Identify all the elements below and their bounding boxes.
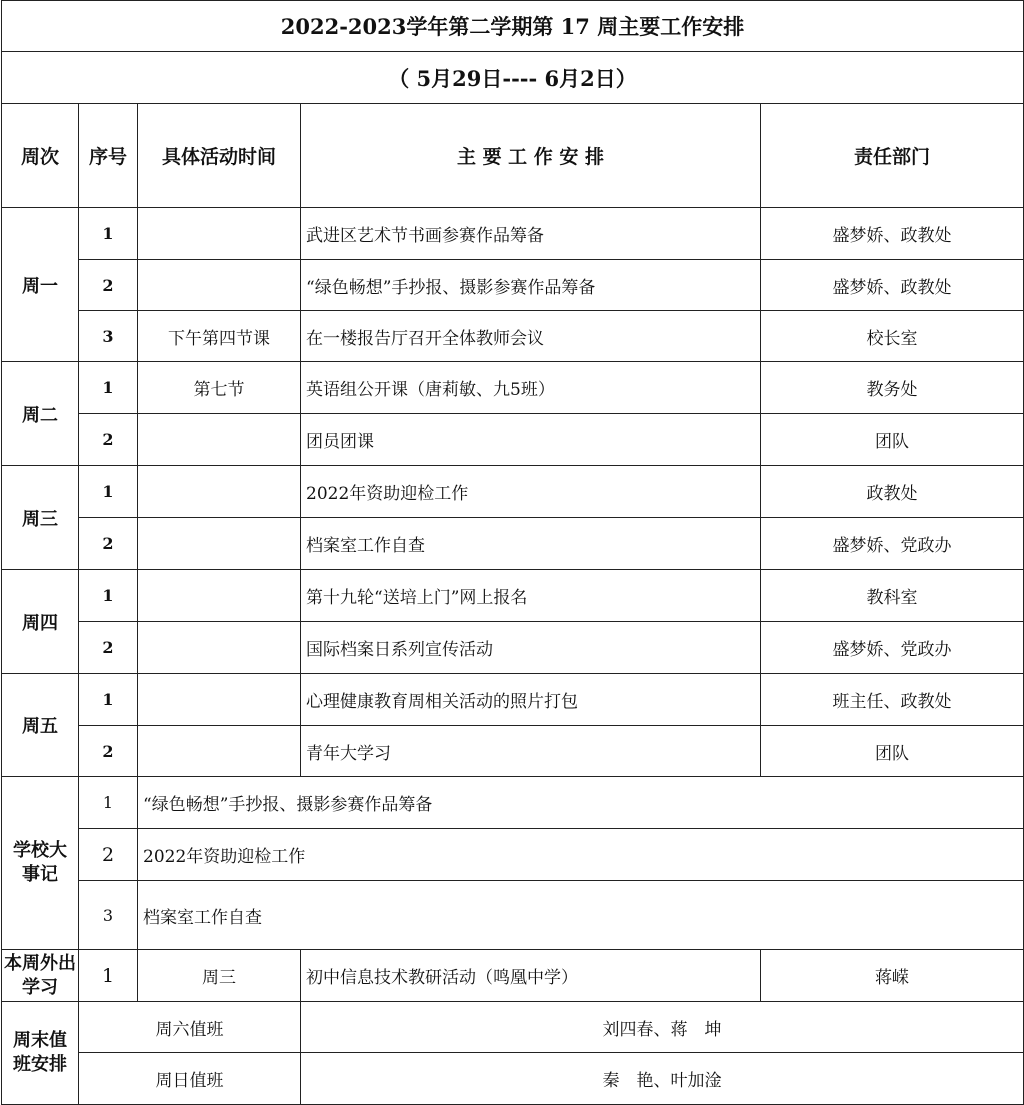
table-row xyxy=(2,674,1024,726)
row-seq: 2 xyxy=(79,414,138,466)
row-time: 第七节 xyxy=(138,362,301,414)
duty-people: 刘四春、蒋 坤 xyxy=(301,1002,1024,1053)
row-time xyxy=(138,414,301,466)
table-row xyxy=(2,622,1024,674)
day-monday: 周一 xyxy=(2,208,79,362)
event-row xyxy=(2,881,1024,950)
day-thursday: 周四 xyxy=(2,570,79,674)
duty-day: 周六值班 xyxy=(79,1002,301,1053)
table-row xyxy=(2,414,1024,466)
duty-row xyxy=(2,1002,1024,1053)
row-dept: 班主任、政教处 xyxy=(761,674,1024,726)
study-work: 初中信息技术教研活动（鸣凰中学） xyxy=(301,950,761,1002)
row-dept: 政教处 xyxy=(761,466,1024,518)
event-seq: 1 xyxy=(79,777,138,829)
day-wednesday: 周三 xyxy=(2,466,79,570)
row-seq: 2 xyxy=(79,726,138,777)
duty-row xyxy=(2,1053,1024,1105)
row-work: 档案室工作自查 xyxy=(301,518,761,570)
row-work: 青年大学习 xyxy=(301,726,761,777)
duty-day: 周日值班 xyxy=(79,1053,301,1105)
row-dept: 盛梦娇、党政办 xyxy=(761,518,1024,570)
header-dept: 责任部门 xyxy=(761,104,1024,208)
row-time xyxy=(138,570,301,622)
row-time xyxy=(138,726,301,777)
row-dept: 团队 xyxy=(761,726,1024,777)
table-row xyxy=(2,726,1024,777)
event-text: 档案室工作自查 xyxy=(138,881,1024,950)
row-seq: 1 xyxy=(79,466,138,518)
table-row xyxy=(2,311,1024,362)
study-row xyxy=(2,950,1024,1002)
row-work: “绿色畅想”手抄报、摄影参赛作品筹备 xyxy=(301,260,761,311)
row-time xyxy=(138,260,301,311)
event-row xyxy=(2,777,1024,829)
table-row xyxy=(2,362,1024,414)
row-time xyxy=(138,622,301,674)
row-seq: 1 xyxy=(79,208,138,260)
row-work: 心理健康教育周相关活动的照片打包 xyxy=(301,674,761,726)
table-row xyxy=(2,466,1024,518)
date-range: （ 5月29日---- 6月2日） xyxy=(2,52,1024,104)
row-work: 团员团课 xyxy=(301,414,761,466)
header-work: 主 要 工 作 安 排 xyxy=(301,104,761,208)
row-dept: 教务处 xyxy=(761,362,1024,414)
row-work: 在一楼报告厅召开全体教师会议 xyxy=(301,311,761,362)
table-row xyxy=(2,518,1024,570)
row-dept: 校长室 xyxy=(761,311,1024,362)
row-work: 英语组公开课（唐莉敏、九5班） xyxy=(301,362,761,414)
event-seq: 2 xyxy=(79,829,138,881)
header-week: 周次 xyxy=(2,104,79,208)
row-work: 2022年资助迎检工作 xyxy=(301,466,761,518)
study-seq: 1 xyxy=(79,950,138,1002)
row-dept: 盛梦娇、政教处 xyxy=(761,260,1024,311)
row-dept: 团队 xyxy=(761,414,1024,466)
event-row xyxy=(2,829,1024,881)
row-seq: 3 xyxy=(79,311,138,362)
event-text: “绿色畅想”手抄报、摄影参赛作品筹备 xyxy=(138,777,1024,829)
row-dept: 教科室 xyxy=(761,570,1024,622)
study-person: 蒋嵘 xyxy=(761,950,1024,1002)
day-friday: 周五 xyxy=(2,674,79,777)
row-dept: 盛梦娇、政教处 xyxy=(761,208,1024,260)
school-events-label: 学校大事记 xyxy=(2,777,79,950)
row-time xyxy=(138,208,301,260)
row-seq: 2 xyxy=(79,622,138,674)
row-seq: 2 xyxy=(79,260,138,311)
row-time xyxy=(138,518,301,570)
row-dept: 盛梦娇、党政办 xyxy=(761,622,1024,674)
header-row xyxy=(2,104,1024,208)
row-seq: 1 xyxy=(79,362,138,414)
header-seq: 序号 xyxy=(79,104,138,208)
row-work: 第十九轮“送培上门”网上报名 xyxy=(301,570,761,622)
row-seq: 1 xyxy=(79,674,138,726)
study-label: 本周外出学习 xyxy=(2,950,79,1002)
duty-label: 周末值班安排 xyxy=(2,1002,79,1105)
day-tuesday: 周二 xyxy=(2,362,79,466)
page-title: 2022-2023学年第二学期第 17 周主要工作安排 xyxy=(2,1,1024,52)
row-seq: 2 xyxy=(79,518,138,570)
row-work: 武进区艺术节书画参赛作品筹备 xyxy=(301,208,761,260)
row-time xyxy=(138,674,301,726)
table-row xyxy=(2,208,1024,260)
row-work: 国际档案日系列宣传活动 xyxy=(301,622,761,674)
schedule-table xyxy=(1,0,1024,1105)
duty-people: 秦 艳、叶加淦 xyxy=(301,1053,1024,1105)
row-seq: 1 xyxy=(79,570,138,622)
table-row xyxy=(2,260,1024,311)
event-seq: 3 xyxy=(79,881,138,950)
event-text: 2022年资助迎检工作 xyxy=(138,829,1024,881)
header-time: 具体活动时间 xyxy=(138,104,301,208)
table-row xyxy=(2,570,1024,622)
row-time: 下午第四节课 xyxy=(138,311,301,362)
row-time xyxy=(138,466,301,518)
study-time: 周三 xyxy=(138,950,301,1002)
